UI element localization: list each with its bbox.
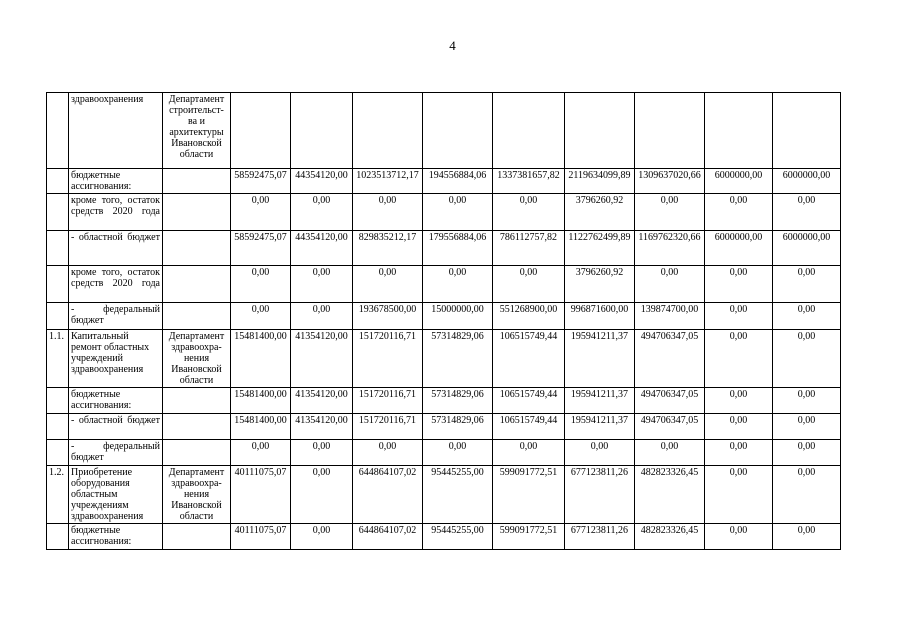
- table-row: [47, 194, 841, 231]
- value-cell: [773, 93, 841, 169]
- value-cell: 0,00: [423, 266, 493, 303]
- table-row: [47, 466, 841, 524]
- value-cell: 0,00: [773, 266, 841, 303]
- value-cell: 0,00: [705, 524, 773, 550]
- row-name-cell: бюджетные ассигнования:: [69, 169, 163, 194]
- row-name-cell: кроме того, остаток средств 2020 года: [69, 194, 163, 231]
- value-cell: 151720116,71: [353, 330, 423, 388]
- department-cell: Департамент строительст-ва и архитектуры Ивановской области: [163, 93, 231, 169]
- value-cell: 0,00: [231, 303, 291, 330]
- value-cell: 0,00: [291, 440, 353, 466]
- value-cell: 0,00: [773, 194, 841, 231]
- department-cell: [163, 440, 231, 466]
- value-cell: 1309637020,66: [635, 169, 705, 194]
- value-cell: 494706347,05: [635, 414, 705, 440]
- row-index-cell: [47, 303, 69, 330]
- row-name-cell: Приобретение оборудования областным учреждениям здравоохранения: [69, 466, 163, 524]
- value-cell: 40111075,07: [231, 466, 291, 524]
- value-cell: [291, 93, 353, 169]
- value-cell: 6000000,00: [705, 231, 773, 266]
- value-cell: 15481400,00: [231, 330, 291, 388]
- row-index-cell: [47, 388, 69, 414]
- table-body: [47, 93, 841, 550]
- value-cell: 0,00: [705, 330, 773, 388]
- value-cell: 195941211,37: [565, 330, 635, 388]
- value-cell: 0,00: [705, 194, 773, 231]
- row-name-cell: бюджетные ассигнования:: [69, 388, 163, 414]
- value-cell: 599091772,51: [493, 466, 565, 524]
- value-cell: 41354120,00: [291, 330, 353, 388]
- value-cell: [705, 93, 773, 169]
- value-cell: 644864107,02: [353, 524, 423, 550]
- value-cell: [231, 93, 291, 169]
- value-cell: 482823326,45: [635, 466, 705, 524]
- row-index-cell: [47, 169, 69, 194]
- value-cell: 44354120,00: [291, 231, 353, 266]
- value-cell: 6000000,00: [773, 169, 841, 194]
- row-name-cell: - областной бюджет: [69, 231, 163, 266]
- value-cell: 0,00: [291, 303, 353, 330]
- value-cell: 0,00: [291, 266, 353, 303]
- value-cell: 494706347,05: [635, 388, 705, 414]
- value-cell: 0,00: [773, 303, 841, 330]
- row-index-cell: [47, 524, 69, 550]
- value-cell: 0,00: [493, 194, 565, 231]
- value-cell: 151720116,71: [353, 414, 423, 440]
- value-cell: 0,00: [773, 414, 841, 440]
- budget-table: [46, 92, 841, 550]
- row-name-cell: бюджетные ассигнования:: [69, 524, 163, 550]
- department-cell: [163, 524, 231, 550]
- value-cell: 0,00: [231, 440, 291, 466]
- value-cell: 996871600,00: [565, 303, 635, 330]
- page-number: 4: [449, 38, 456, 53]
- department-cell: [163, 388, 231, 414]
- row-index-cell: 1.1.: [47, 330, 69, 388]
- value-cell: 0,00: [291, 466, 353, 524]
- value-cell: 3796260,92: [565, 194, 635, 231]
- value-cell: 95445255,00: [423, 524, 493, 550]
- value-cell: 0,00: [423, 194, 493, 231]
- department-cell: [163, 414, 231, 440]
- table-row: [47, 231, 841, 266]
- value-cell: 0,00: [231, 194, 291, 231]
- value-cell: 139874700,00: [635, 303, 705, 330]
- row-name-cell: - федеральный бюджет: [69, 303, 163, 330]
- row-index-cell: [47, 414, 69, 440]
- value-cell: 0,00: [705, 414, 773, 440]
- value-cell: 0,00: [635, 194, 705, 231]
- value-cell: [493, 93, 565, 169]
- value-cell: 0,00: [291, 194, 353, 231]
- department-cell: [163, 231, 231, 266]
- value-cell: 57314829,06: [423, 414, 493, 440]
- table-row: [47, 93, 841, 169]
- value-cell: 0,00: [493, 266, 565, 303]
- value-cell: 3796260,92: [565, 266, 635, 303]
- value-cell: 195941211,37: [565, 388, 635, 414]
- value-cell: 44354120,00: [291, 169, 353, 194]
- table-row: [47, 169, 841, 194]
- value-cell: 0,00: [705, 388, 773, 414]
- value-cell: 106515749,44: [493, 388, 565, 414]
- value-cell: 599091772,51: [493, 524, 565, 550]
- value-cell: 0,00: [353, 194, 423, 231]
- value-cell: 15481400,00: [231, 388, 291, 414]
- value-cell: 194556884,06: [423, 169, 493, 194]
- value-cell: 0,00: [353, 266, 423, 303]
- department-cell: [163, 303, 231, 330]
- value-cell: 106515749,44: [493, 330, 565, 388]
- value-cell: 0,00: [705, 303, 773, 330]
- value-cell: [423, 93, 493, 169]
- row-index-cell: [47, 440, 69, 466]
- value-cell: 0,00: [705, 266, 773, 303]
- row-index-cell: [47, 266, 69, 303]
- value-cell: 0,00: [493, 440, 565, 466]
- value-cell: 58592475,07: [231, 169, 291, 194]
- department-cell: [163, 194, 231, 231]
- value-cell: [565, 93, 635, 169]
- table-row: [47, 266, 841, 303]
- value-cell: 0,00: [635, 266, 705, 303]
- value-cell: 0,00: [773, 466, 841, 524]
- row-name-cell: кроме того, остаток средств 2020 года: [69, 266, 163, 303]
- value-cell: 0,00: [423, 440, 493, 466]
- value-cell: 6000000,00: [773, 231, 841, 266]
- value-cell: 15000000,00: [423, 303, 493, 330]
- value-cell: 677123811,26: [565, 524, 635, 550]
- value-cell: 1169762320,66: [635, 231, 705, 266]
- value-cell: 786112757,82: [493, 231, 565, 266]
- value-cell: 677123811,26: [565, 466, 635, 524]
- row-index-cell: [47, 194, 69, 231]
- department-cell: [163, 169, 231, 194]
- value-cell: 494706347,05: [635, 330, 705, 388]
- table-row: [47, 388, 841, 414]
- value-cell: 0,00: [231, 266, 291, 303]
- value-cell: 95445255,00: [423, 466, 493, 524]
- table-row: [47, 440, 841, 466]
- value-cell: 1023513712,17: [353, 169, 423, 194]
- table-row: [47, 414, 841, 440]
- value-cell: 0,00: [773, 330, 841, 388]
- value-cell: 0,00: [773, 524, 841, 550]
- value-cell: 41354120,00: [291, 388, 353, 414]
- value-cell: 1337381657,82: [493, 169, 565, 194]
- value-cell: 41354120,00: [291, 414, 353, 440]
- value-cell: 0,00: [705, 466, 773, 524]
- value-cell: 1122762499,89: [565, 231, 635, 266]
- value-cell: 829835212,17: [353, 231, 423, 266]
- value-cell: 106515749,44: [493, 414, 565, 440]
- value-cell: 6000000,00: [705, 169, 773, 194]
- row-index-cell: [47, 93, 69, 169]
- value-cell: 193678500,00: [353, 303, 423, 330]
- value-cell: 40111075,07: [231, 524, 291, 550]
- value-cell: 195941211,37: [565, 414, 635, 440]
- value-cell: 15481400,00: [231, 414, 291, 440]
- value-cell: 0,00: [291, 524, 353, 550]
- value-cell: 179556884,06: [423, 231, 493, 266]
- row-index-cell: [47, 231, 69, 266]
- value-cell: 0,00: [635, 440, 705, 466]
- row-name-cell: здравоохранения: [69, 93, 163, 169]
- row-index-cell: 1.2.: [47, 466, 69, 524]
- table-row: [47, 303, 841, 330]
- row-name-cell: Капитальный ремонт областных учреждений здравоохранения: [69, 330, 163, 388]
- value-cell: [353, 93, 423, 169]
- value-cell: 57314829,06: [423, 330, 493, 388]
- value-cell: 482823326,45: [635, 524, 705, 550]
- value-cell: 0,00: [705, 440, 773, 466]
- value-cell: 0,00: [353, 440, 423, 466]
- value-cell: 151720116,71: [353, 388, 423, 414]
- value-cell: 58592475,07: [231, 231, 291, 266]
- value-cell: 551268900,00: [493, 303, 565, 330]
- table-row: [47, 524, 841, 550]
- table-row: [47, 330, 841, 388]
- department-cell: [163, 266, 231, 303]
- value-cell: [635, 93, 705, 169]
- department-cell: Департамент здравоохра-нения Ивановской области: [163, 466, 231, 524]
- value-cell: 2119634099,89: [565, 169, 635, 194]
- row-name-cell: - областной бюджет: [69, 414, 163, 440]
- department-cell: Департамент здравоохра-нения Ивановской области: [163, 330, 231, 388]
- value-cell: 644864107,02: [353, 466, 423, 524]
- value-cell: 0,00: [565, 440, 635, 466]
- row-name-cell: - федеральный бюджет: [69, 440, 163, 466]
- value-cell: 57314829,06: [423, 388, 493, 414]
- value-cell: 0,00: [773, 440, 841, 466]
- value-cell: 0,00: [773, 388, 841, 414]
